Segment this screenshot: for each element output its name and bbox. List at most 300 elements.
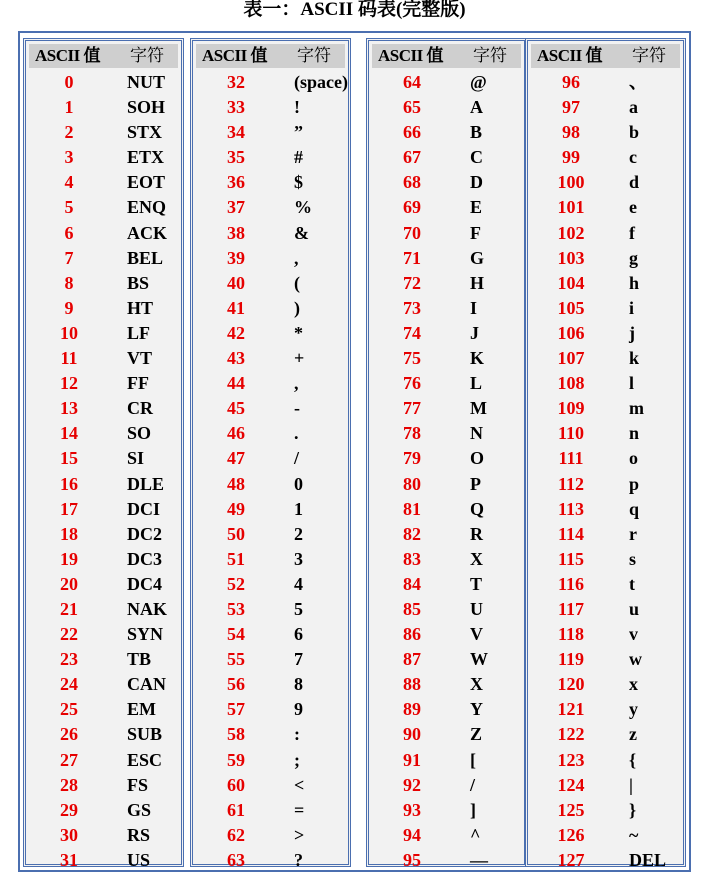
ascii-char: s [629, 548, 637, 569]
table-row [369, 95, 524, 120]
table-row [528, 70, 683, 95]
table-row [193, 95, 348, 120]
ascii-code: 18 [60, 523, 78, 544]
ascii-char: Q [470, 498, 485, 519]
ascii-code: 72 [403, 272, 421, 293]
ascii-char: g [629, 247, 638, 268]
table-row [26, 798, 181, 823]
ascii-char: DC2 [127, 523, 162, 544]
table-row [26, 472, 181, 497]
table-row [369, 848, 524, 873]
ascii-char: DLE [127, 473, 165, 494]
ascii-char: q [629, 498, 640, 519]
ascii-code: 75 [403, 348, 421, 369]
ascii-code: 56 [227, 674, 245, 695]
ascii-code: 29 [60, 799, 78, 820]
table-row [26, 522, 181, 547]
ascii-char: ! [294, 97, 300, 118]
ascii-char: ^ [470, 824, 481, 845]
ascii-code: 94 [403, 824, 421, 845]
ascii-code: 73 [403, 297, 421, 318]
ascii-code: 62 [227, 824, 245, 845]
ascii-code: 43 [227, 348, 245, 369]
ascii-code: 6 [64, 222, 74, 243]
ascii-code: 58 [227, 724, 245, 745]
ascii-code: 91 [403, 749, 421, 770]
table-row [528, 446, 683, 471]
ascii-char: BS [127, 272, 150, 293]
ascii-char: , [294, 373, 299, 394]
ascii-char: < [294, 774, 305, 795]
table-row [369, 296, 524, 321]
table-row [369, 547, 524, 572]
ascii-char: X [470, 548, 483, 569]
ascii-code: 90 [403, 724, 421, 745]
table-row [528, 823, 683, 848]
ascii-code: 103 [557, 247, 585, 268]
table-row [193, 346, 348, 371]
table-row [369, 246, 524, 271]
ascii-char: ” [294, 122, 303, 143]
ascii-char: DCI [127, 498, 161, 519]
ascii-code: 22 [60, 624, 78, 645]
table-row [26, 597, 181, 622]
ascii-char: NUT [127, 72, 166, 92]
ascii-char: 、 [629, 72, 647, 92]
ascii-char: E [470, 197, 483, 218]
ascii-char: ? [294, 849, 303, 870]
ascii-column [190, 38, 351, 870]
ascii-code: 32 [227, 72, 245, 92]
ascii-code: 102 [557, 222, 585, 243]
ascii-char: ESC [127, 749, 163, 770]
ascii-code: 19 [60, 548, 78, 569]
ascii-code: 27 [60, 749, 78, 770]
table-row [26, 271, 181, 296]
ascii-code: 77 [403, 398, 421, 419]
ascii-code: 105 [557, 297, 585, 318]
ascii-code: 110 [557, 423, 584, 444]
ascii-char: L [470, 373, 483, 394]
ascii-code: 15 [60, 448, 78, 469]
ascii-code: 125 [557, 799, 585, 820]
table-row [528, 346, 683, 371]
table-row [528, 622, 683, 647]
page-title: 表一：ASCII 码表(完整版) [243, 0, 466, 20]
ascii-char: % [294, 197, 312, 218]
ascii-code: 11 [60, 348, 78, 369]
table-row [193, 170, 348, 195]
ascii-code: 98 [562, 122, 580, 143]
ascii-char: X [470, 674, 483, 695]
ascii-code: 111 [558, 448, 584, 469]
ascii-code: 20 [60, 573, 78, 594]
column-rows [193, 70, 348, 873]
ascii-code: 114 [557, 523, 584, 544]
table-row [26, 120, 181, 145]
ascii-char: @ [470, 72, 487, 92]
table-row [193, 221, 348, 246]
table-row [369, 195, 524, 220]
ascii-code: 33 [227, 97, 245, 118]
ascii-char: | [629, 774, 633, 795]
ascii-code: 54 [227, 624, 245, 645]
ascii-code: 12 [60, 373, 78, 394]
ascii-char: 7 [294, 649, 303, 670]
ascii-code: 123 [557, 749, 585, 770]
ascii-code: 124 [557, 774, 585, 795]
ascii-code: 10 [60, 322, 78, 343]
ascii-char: . [294, 423, 299, 444]
ascii-code: 116 [557, 573, 584, 594]
ascii-char: Z [470, 724, 483, 745]
table-row [369, 697, 524, 722]
ascii-code: 39 [227, 247, 245, 268]
table-row [528, 748, 683, 773]
table-row [369, 446, 524, 471]
ascii-code: 95 [403, 849, 421, 870]
table-row [528, 547, 683, 572]
table-row [369, 722, 524, 747]
ascii-char: SO [127, 423, 152, 444]
ascii-char: , [294, 247, 299, 268]
ascii-code: 2 [64, 122, 74, 143]
ascii-char: O [470, 448, 485, 469]
ascii-char: h [629, 272, 640, 293]
ascii-code: 23 [60, 649, 78, 670]
ascii-char: N [470, 423, 483, 444]
table-row [528, 722, 683, 747]
table-row [369, 120, 524, 145]
ascii-code: 26 [60, 724, 78, 745]
ascii-code: 99 [562, 147, 580, 168]
table-row [193, 672, 348, 697]
column-header [531, 44, 680, 68]
ascii-char: x [629, 674, 638, 695]
ascii-char: a [629, 97, 638, 118]
table-row [528, 672, 683, 697]
ascii-code: 82 [403, 523, 421, 544]
table-row [193, 722, 348, 747]
ascii-code: 17 [60, 498, 78, 519]
ascii-char: } [629, 799, 637, 820]
table-row [369, 421, 524, 446]
ascii-char: u [629, 598, 640, 619]
table-row [26, 773, 181, 798]
ascii-char: ; [294, 749, 300, 770]
table-row [369, 472, 524, 497]
ascii-char: c [629, 147, 637, 168]
table-row [193, 446, 348, 471]
table-row [528, 421, 683, 446]
table-row [369, 748, 524, 773]
ascii-column [366, 38, 527, 870]
ascii-code: 51 [227, 548, 245, 569]
header-char-label: 字符 [130, 46, 164, 65]
ascii-code: 14 [60, 423, 78, 444]
ascii-char: l [629, 373, 635, 394]
ascii-char: i [629, 297, 635, 318]
header-code-label: ASCII 值 [537, 46, 602, 65]
table-row [193, 622, 348, 647]
table-row [193, 472, 348, 497]
table-row [528, 195, 683, 220]
ascii-char: ENQ [127, 197, 167, 218]
ascii-char: ACK [127, 222, 167, 243]
table-row [26, 497, 181, 522]
table-row [528, 321, 683, 346]
ascii-code: 79 [403, 448, 421, 469]
table-row [369, 522, 524, 547]
ascii-code: 107 [557, 348, 585, 369]
ascii-code: 87 [403, 649, 421, 670]
ascii-code: 5 [64, 197, 74, 218]
table-row [528, 271, 683, 296]
table-row [26, 622, 181, 647]
ascii-code: 81 [403, 498, 421, 519]
ascii-char: W [470, 649, 488, 670]
ascii-code: 109 [557, 398, 585, 419]
ascii-char: + [294, 348, 305, 369]
table-row [193, 547, 348, 572]
ascii-code: 84 [403, 573, 421, 594]
table-row [369, 823, 524, 848]
ascii-code: 71 [403, 247, 421, 268]
table-row [369, 371, 524, 396]
table-row [369, 622, 524, 647]
table-row [26, 321, 181, 346]
table-row [528, 296, 683, 321]
ascii-code: 85 [403, 598, 421, 619]
table-row [26, 70, 181, 95]
ascii-char: Y [470, 699, 483, 720]
ascii-code: 100 [557, 172, 585, 193]
table-row [193, 798, 348, 823]
ascii-char: n [629, 423, 640, 444]
ascii-code: 67 [403, 147, 421, 168]
table-row [193, 522, 348, 547]
ascii-code: 55 [227, 649, 245, 670]
ascii-code: 120 [557, 674, 585, 695]
ascii-code: 57 [227, 699, 245, 720]
ascii-char: 3 [294, 548, 303, 569]
table-row [193, 848, 348, 873]
table-row [193, 145, 348, 170]
table-row [528, 371, 683, 396]
ascii-code: 119 [557, 649, 584, 670]
table-row [26, 748, 181, 773]
ascii-code: 113 [557, 498, 584, 519]
ascii-char: / [470, 774, 476, 795]
ascii-char: ETX [127, 147, 165, 168]
table-row [193, 748, 348, 773]
ascii-code: 46 [227, 423, 245, 444]
ascii-char: M [470, 398, 487, 419]
ascii-code: 40 [227, 272, 245, 293]
column-header [196, 44, 345, 68]
header-code-label: ASCII 值 [202, 46, 267, 65]
table-row [26, 95, 181, 120]
ascii-char: 1 [294, 498, 303, 519]
ascii-char: # [294, 147, 303, 168]
table-row [369, 647, 524, 672]
ascii-char: = [294, 799, 305, 820]
ascii-char: H [470, 272, 485, 293]
header-code-label: ASCII 值 [35, 46, 100, 65]
table-row [193, 421, 348, 446]
column-header [29, 44, 178, 68]
ascii-code: 127 [557, 849, 585, 870]
table-row [528, 572, 683, 597]
table-row [193, 572, 348, 597]
ascii-char: 0 [294, 473, 303, 494]
ascii-code: 25 [60, 699, 78, 720]
ascii-char: CAN [127, 674, 166, 695]
table-row [26, 371, 181, 396]
ascii-char: LF [127, 322, 151, 343]
ascii-char: FF [127, 373, 149, 394]
ascii-code: 13 [60, 398, 78, 419]
table-row [193, 597, 348, 622]
ascii-code: 92 [403, 774, 421, 795]
table-row [369, 572, 524, 597]
ascii-char: I [470, 297, 478, 318]
ascii-char: J [470, 322, 479, 343]
table-row [193, 296, 348, 321]
ascii-char: RS [127, 824, 151, 845]
table-row [193, 120, 348, 145]
ascii-char: NAK [127, 598, 167, 619]
header-char-label: 字符 [632, 46, 666, 65]
table-row [26, 848, 181, 873]
ascii-code: 44 [227, 373, 245, 394]
column-rows [369, 70, 524, 873]
ascii-code: 69 [403, 197, 421, 218]
table-row [193, 195, 348, 220]
table-row [193, 371, 348, 396]
ascii-char: > [294, 824, 305, 845]
table-row [528, 647, 683, 672]
ascii-char: G [470, 247, 485, 268]
ascii-char: FS [127, 774, 149, 795]
table-row [369, 597, 524, 622]
ascii-code: 126 [557, 824, 585, 845]
ascii-code: 108 [557, 373, 585, 394]
ascii-char: 8 [294, 674, 303, 695]
table-row [369, 396, 524, 421]
ascii-char: CR [127, 398, 153, 419]
ascii-code: 31 [60, 849, 78, 870]
ascii-code: 118 [557, 624, 584, 645]
table-row [26, 672, 181, 697]
table-row [369, 798, 524, 823]
ascii-code: 8 [64, 272, 74, 293]
table-row [528, 221, 683, 246]
table-row [369, 221, 524, 246]
ascii-char: C [470, 147, 483, 168]
ascii-char: U [470, 598, 483, 619]
table-row [528, 95, 683, 120]
ascii-code: 45 [227, 398, 245, 419]
ascii-char: v [629, 624, 638, 645]
ascii-code: 59 [227, 749, 245, 770]
ascii-char: TB [127, 649, 152, 670]
ascii-char: f [629, 222, 635, 243]
ascii-char: F [470, 222, 481, 243]
ascii-char: b [629, 122, 640, 143]
ascii-char: & [294, 222, 309, 243]
ascii-code: 35 [227, 147, 245, 168]
table-row [26, 170, 181, 195]
ascii-char: EOT [127, 172, 166, 193]
table-row [528, 145, 683, 170]
ascii-char: { [629, 749, 637, 770]
ascii-code: 53 [227, 598, 245, 619]
ascii-code: 41 [227, 297, 245, 318]
ascii-char: t [629, 573, 635, 594]
ascii-code: 74 [403, 322, 421, 343]
ascii-code: 65 [403, 97, 421, 118]
table-row [528, 120, 683, 145]
ascii-code: 16 [60, 473, 78, 494]
table-row [26, 697, 181, 722]
table-row [193, 396, 348, 421]
table-row [193, 246, 348, 271]
ascii-char: STX [127, 122, 163, 143]
ascii-char: z [629, 724, 637, 745]
ascii-char: 6 [294, 624, 303, 645]
ascii-char: r [629, 523, 637, 544]
ascii-code: 64 [403, 72, 421, 92]
ascii-code: 0 [64, 72, 74, 92]
ascii-char: SUB [127, 724, 163, 745]
ascii-char: EM [127, 699, 156, 720]
ascii-code: 38 [227, 222, 245, 243]
ascii-code: 76 [403, 373, 421, 394]
ascii-char: K [470, 348, 485, 369]
table-row [528, 497, 683, 522]
table-row [26, 647, 181, 672]
ascii-char: ] [470, 799, 476, 820]
ascii-code: 34 [227, 122, 245, 143]
ascii-code: 30 [60, 824, 78, 845]
table-row [193, 497, 348, 522]
ascii-char: (space) [294, 72, 348, 92]
ascii-char: DC3 [127, 548, 162, 569]
table-row [26, 396, 181, 421]
ascii-code: 78 [403, 423, 421, 444]
table-row [528, 848, 683, 873]
table-row [26, 221, 181, 246]
table-row [528, 773, 683, 798]
ascii-code: 97 [562, 97, 580, 118]
ascii-char: / [294, 448, 300, 469]
ascii-column [23, 38, 184, 870]
ascii-char: w [629, 649, 642, 670]
ascii-char: D [470, 172, 483, 193]
ascii-code: 96 [562, 72, 580, 92]
ascii-code: 3 [64, 147, 74, 168]
table-row [369, 497, 524, 522]
table-row [26, 246, 181, 271]
ascii-code: 28 [60, 774, 78, 795]
table-row [528, 597, 683, 622]
ascii-code: 4 [64, 172, 74, 193]
ascii-char: B [470, 122, 483, 143]
column-rows [26, 70, 181, 873]
ascii-code: 36 [227, 172, 245, 193]
table-row [26, 346, 181, 371]
